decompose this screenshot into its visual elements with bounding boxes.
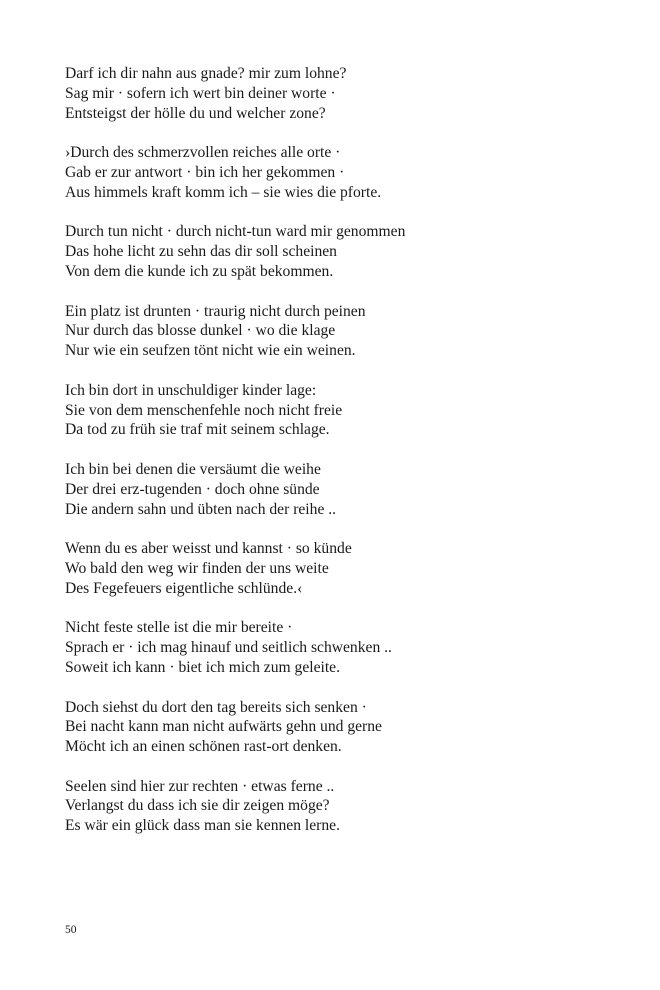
- poem-line: Es wär ein glück dass man sie kennen lerne.: [65, 817, 340, 835]
- poem-line: Doch siehst du dort den tag bereits sich senken ·: [65, 698, 367, 716]
- poem-text: [65, 64, 625, 856]
- poem-line: Das hohe licht zu sehn das dir soll scheinen: [65, 243, 337, 261]
- poem-line: Sag mir · sofern ich wert bin deiner worte ·: [65, 84, 336, 102]
- poem-line: Durch tun nicht · durch nicht-tun ward mir genommen: [65, 223, 406, 241]
- poem-line: Entsteigst der hölle du und welcher zone?: [65, 104, 326, 122]
- stanza-2: [65, 143, 625, 202]
- poem-line: Nur durch das blosse dunkel · wo die klage: [65, 322, 336, 340]
- stanza-3: [65, 222, 625, 281]
- poem-line: Der drei erz-tugenden · doch ohne sünde: [65, 480, 320, 498]
- stanza-10: [65, 777, 625, 836]
- poem-line: Die andern sahn und übten nach der reihe ..: [65, 500, 337, 518]
- stanza-8: [65, 618, 625, 677]
- poem-line: Ein platz ist drunten · traurig nicht durch peinen: [65, 302, 366, 320]
- stanza-9: [65, 698, 625, 757]
- poem-line: Darf ich dir nahn aus gnade? mir zum lohne?: [65, 65, 347, 82]
- poem-line: Soweit ich kann · biet ich mich zum geleite.: [65, 658, 340, 676]
- poem-line: Von dem die kunde ich zu spät bekommen.: [65, 262, 334, 280]
- poem-line: Möcht ich an einen schönen rast-ort denken.: [65, 738, 342, 756]
- poem-line: Ich bin bei denen die versäumt die weihe: [65, 460, 321, 478]
- poem-line: Des Fegefeuers eigentliche schlünde.‹: [65, 579, 303, 597]
- poem-line: Nur wie ein seufzen tönt nicht wie ein weinen.: [65, 342, 356, 360]
- poem-line: Aus himmels kraft komm ich – sie wies die pforte.: [65, 183, 382, 201]
- poem-line: ›Durch des schmerzvollen reiches alle orte ·: [65, 144, 341, 162]
- stanza-1: [65, 64, 625, 123]
- poem-line: Nicht feste stelle ist die mir bereite ·: [65, 619, 293, 637]
- stanza-7: [65, 539, 625, 598]
- poem-line: Bei nacht kann man nicht aufwärts gehn und gerne: [65, 718, 382, 736]
- poem-line: Sprach er · ich mag hinauf und seitlich schwenken ..: [65, 639, 392, 657]
- page-number: 50: [65, 924, 77, 936]
- stanza-6: [65, 460, 625, 519]
- poem-line: Sie von dem menschenfehle noch nicht freie: [65, 401, 343, 419]
- stanza-4: [65, 302, 625, 361]
- poem-line: Wo bald den weg wir finden der uns weite: [65, 559, 329, 577]
- poem-line: Ich bin dort in unschuldiger kinder lage:: [65, 381, 317, 399]
- poem-line: Gab er zur antwort · bin ich her gekommen ·: [65, 163, 345, 181]
- poem-line: Verlangst du dass ich sie dir zeigen möge?: [65, 797, 330, 815]
- poem-line: Wenn du es aber weisst und kannst · so künde: [65, 540, 352, 558]
- poem-line: Da tod zu früh sie traf mit seinem schlage.: [65, 421, 330, 439]
- poem-line: Seelen sind hier zur rechten · etwas ferne ..: [65, 777, 335, 795]
- stanza-5: [65, 381, 625, 440]
